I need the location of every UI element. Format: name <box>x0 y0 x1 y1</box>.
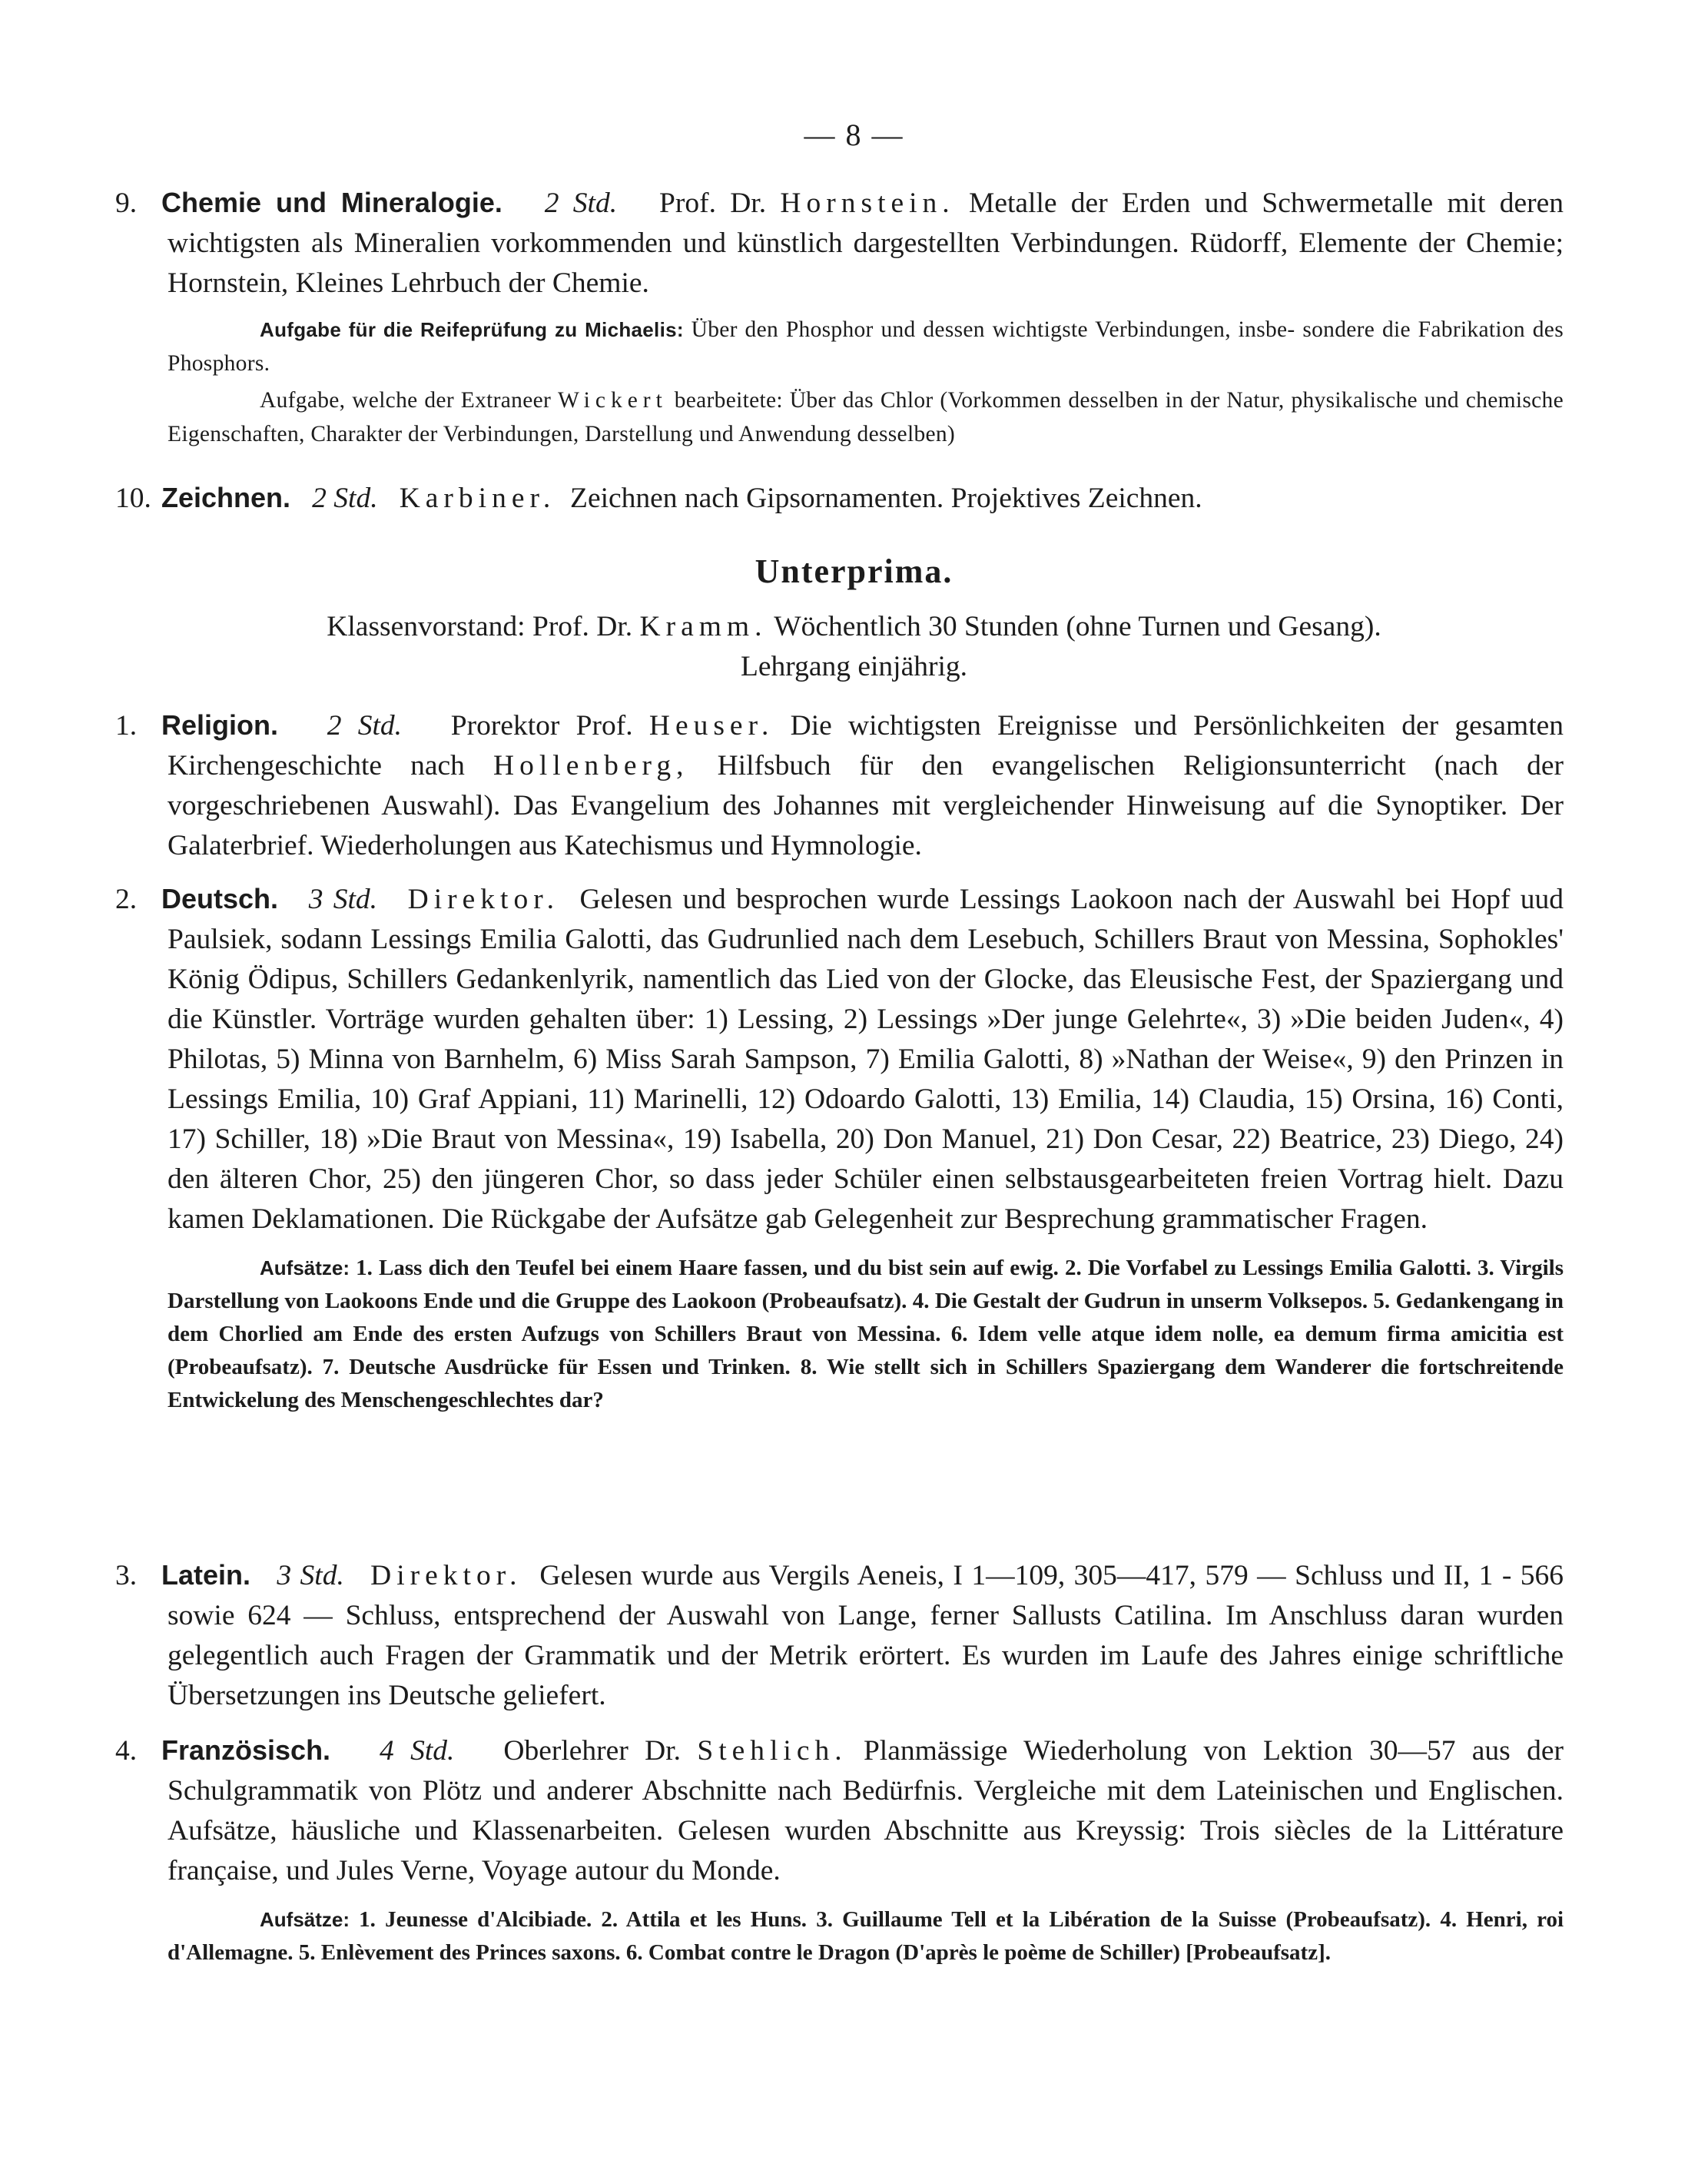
lehrgang-line: Lehrgang einjährig. <box>740 651 968 682</box>
religion-text-2: Hilfsbuch für den evangelischen Religionsunterricht (nach der vorgeschriebenen Auswahl). Das Evangelium des Johannes mit vergleichender Hinweisung auf die Synoptiker. Der Galaterbrief. Wiederholungen aus Katechismus und Hymnologie. <box>167 750 1564 861</box>
teacher-name: Karbiner. <box>399 483 556 514</box>
chemie-text-3: Elemente der Chemie; Hornstein, Kleines Lehrbuch der Chemie. <box>167 227 1564 299</box>
subject-title: Chemie und Mineralogie. <box>161 187 502 218</box>
subject-title: Französisch. <box>161 1734 331 1766</box>
teacher-name: Heuser. <box>648 710 774 742</box>
subject-title: Religion. <box>161 709 278 741</box>
aufsaetze-label: Aufsätze: <box>260 1256 350 1279</box>
teacher-name: Hornstein. <box>780 187 955 219</box>
page-number: — 8 — <box>804 118 904 152</box>
franzoesisch-aufsaetze <box>115 1903 1564 1969</box>
hours: 2 Std. <box>544 187 618 219</box>
deutsch-paragraph <box>115 879 1564 1239</box>
teacher-prefix: Oberlehrer Dr. <box>503 1735 682 1767</box>
aufsaetze-text: 1. Lass dich den Teufel bei einem Haare fassen, und du bist sein auf ewig. 2. Die Vorfabel zu Lessings Emilia Galotti. 3. Virgils Darstellung von Laokoons Ende und die Gruppe des Laokoon (Probeaufsatz). 4. Die Gestalt der Gudrun in unserm Volksepos. 5. Gedankengang in dem Chorlied am Ende des ersten Aufzugs von Schillers Braut von Messina. 6. Idem velle atque idem nolle, ea demum firma amicitia est (Probeaufsatz). 7. Deutsche Ausdrücke für Essen und Trinken. 8. Wie stellt sich in Schillers Spaziergang dem Wanderer die fortschreitende Entwickelung des Menschengeschlechtes dar? <box>167 1256 1564 1412</box>
klassenvorstand-line <box>0 610 1708 643</box>
deutsch-text: Gelesen und besprochen wurde Lessings Laokoon nach der Auswahl bei Hopf uud Paulsiek, sodann Lessings Emilia Galotti, das Gudrunlied nach dem Lesebuch, Schillers Braut von Messina, Sophokles' König Ödipus, Schillers Gedankenlyrik, namentlich das Lied von der Glocke, das Eleusische Fest, der Spaziergang und die Künstler. Vorträge wurden gehalten über: 1) Lessing, 2) Lessings »Der junge Gelehrte«, 3) »Die beiden Juden«, 4) Philotas, 5) Minna von Barnhelm, 6) Miss Sarah Sampson, 7) Emilia Galotti, 8) »Nathan der Weise«, 9) den Prinzen in Lessings Emilia, 10) Graf Appiani, 11) Marinelli, 12) Odoardo Galotti, 13) Emilia, 14) Claudia, 15) Orsina, 16) Conti, 17) Schiller, 18) »Die Braut von Messina«, 19) Isabella, 20) Don Manuel, 21) Don Cesar, 22) Beatrice, 23) Diego, 24) den älteren Chor, 25) den jüngeren Chor, so dass jeder Schüler einen selbstausgearbeiteten freien Vortrag hielt. Dazu kamen Deklamationen. Die Rückgabe der Aufsätze gab Gelegenheit zur Besprechung grammatischer Fragen. <box>167 884 1564 1235</box>
task-text-cont: sondere die Fabrikation des Phosphors. <box>167 317 1564 376</box>
section-heading-unterprima: Unterprima. <box>755 552 953 590</box>
religion-paragraph <box>115 705 1564 866</box>
item-franzoesisch <box>115 1730 1564 1969</box>
item-chemie <box>115 183 1564 451</box>
hours: 2 Std. <box>327 710 403 742</box>
task2-text-cont: physikalische und chemische Eigenschaften, Charakter der Verbindungen, Darstellung und Anwendung desselben) <box>167 388 1564 446</box>
hours: 3 Std. <box>277 1560 344 1591</box>
item-number: 10. <box>115 483 151 514</box>
chemie-paragraph <box>115 183 1564 304</box>
franzoesisch-text: Planmässige Wiederholung von Lektion 30—57 aus der Schulgrammatik von Plötz und anderer Abschnitte nach Bedürfnis. Vergleiche mit dem Lateinischen und Englischen. Aufsätze, häusliche und Klassenarbeiten. Gelesen wurden Abschnitte aus Kreyssig: Trois siècles de la Littérature française, und Jules Verne, Voyage autour du Monde. <box>167 1735 1564 1886</box>
task2-text: bearbeitete: Über das Chlor (Vorkommen desselben in der Natur, <box>674 388 1285 413</box>
task2-name: Wickert <box>558 388 668 413</box>
item-number: 2. <box>115 884 138 915</box>
task-text: Über den Phosphor und dessen wichtigste Verbindungen, insbe- <box>691 317 1295 342</box>
chemie-text-1: Metalle der Erden und Schwermetalle <box>968 187 1434 219</box>
aufsaetze-text: 1. Jeunesse d'Alcibiade. 2. Attila et les Huns. 3. Guillaume Tell et la Libération de la Suisse (Probeaufsatz). 4. Henri, roi d'Allemagne. 5. Enlèvement des Princes saxons. 6. Combat contre le Dragon (D'après le poème de Schiller) [Probeaufsatz]. <box>167 1907 1564 1965</box>
reifepruefung-task <box>115 313 1564 380</box>
deutsch-aufsaetze <box>115 1252 1564 1417</box>
klassen-name: Kramm. <box>639 611 768 642</box>
task-label: Aufgabe für die Reifeprüfung zu Michaelis: <box>260 318 684 341</box>
item-number: 9. <box>115 187 138 219</box>
extraneer-task <box>115 383 1564 451</box>
hours: 4 Std. <box>380 1735 455 1767</box>
item-number: 3. <box>115 1560 138 1591</box>
subject-title: Latein. <box>161 1559 251 1591</box>
subject-title: Zeichnen. <box>161 482 291 513</box>
zeichnen-paragraph <box>115 478 1564 519</box>
teacher-prefix: Prof. Dr. <box>658 187 767 219</box>
teacher-name: Stehlich. <box>697 1735 847 1767</box>
item-latein <box>115 1555 1564 1716</box>
klassen-hours: Wöchentlich 30 Stunden (ohne Turnen und Gesang). <box>774 611 1381 642</box>
item-number: 4. <box>115 1735 138 1767</box>
item-deutsch <box>115 879 1564 1417</box>
author-name: Hollenberg, <box>493 750 689 781</box>
teacher-name: Direktor. <box>370 1560 522 1591</box>
task2-prefix: Aufgabe, welche der Extraneer <box>260 388 552 413</box>
aufsaetze-label: Aufsätze: <box>260 1908 350 1931</box>
subject-title: Deutsch. <box>161 883 279 914</box>
hours: 3 Std. <box>308 884 377 915</box>
religion-text-1: Die wichtigsten Ereignisse und Persönlichkeiten der gesamten Kirchengeschichte nach <box>167 710 1564 781</box>
latein-paragraph <box>115 1555 1564 1716</box>
hours: 2 Std. <box>312 483 378 514</box>
teacher-name: Direktor. <box>407 884 560 915</box>
franzoesisch-paragraph <box>115 1730 1564 1891</box>
item-religion <box>115 705 1564 866</box>
teacher-prefix: Prorektor Prof. <box>450 710 633 742</box>
item-number: 1. <box>115 710 138 742</box>
item-zeichnen <box>115 478 1564 519</box>
latein-text: Gelesen wurde aus Vergils Aeneis, I 1—109, 305—417, 579 — Schluss und II, 1 - 566 sowie 624 — Schluss, entsprechend der Auswahl von Lange, ferner Sallusts Catilina. Im Anschluss daran wurden gelegentlich auch Fragen der Grammatik und der Metrik erörtert. Es wurden im Laufe des Jahres einige schriftliche Übersetzungen ins Deutsche geliefert. <box>167 1560 1564 1711</box>
klassen-prefix: Klassenvorstand: Prof. Dr. <box>327 611 633 642</box>
zeichnen-text: Zeichnen nach Gipsornamenten. Projektives Zeichnen. <box>570 483 1202 514</box>
chemie-text-2: mit deren wichtigsten als Mineralien vorkommenden und künstlich dargestellten Verbindungen. Rüdorff, <box>167 187 1564 259</box>
